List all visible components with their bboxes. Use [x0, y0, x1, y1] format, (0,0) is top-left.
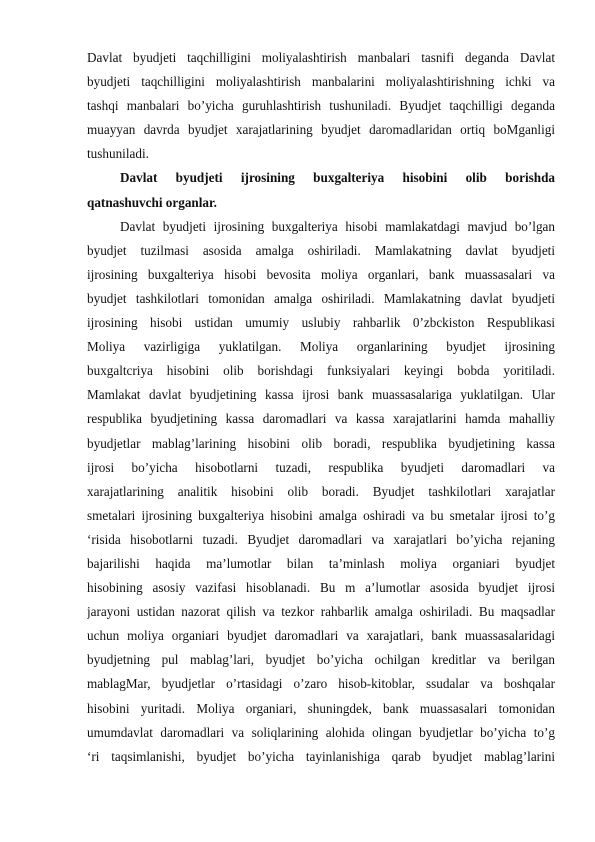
- paragraph-budget-deficit-sources: [87, 46, 555, 166]
- text-line: Mamlakat davlat byudjetining kassa ijrosi bank muassasalariga yuklatilgan. Ular: [87, 387, 555, 403]
- text-line: umumdavlat daromadlari va soliqlarining alohida olingan byudjetlar bo’yicha to’g: [87, 724, 555, 740]
- section-heading: [87, 166, 555, 214]
- text-line: ijrosining buxgalteriya hisobi bevosita moliya organlari, bank muassasalari va: [87, 266, 555, 282]
- text-line: mablagMar, byudjetlar o’rtasidagi o’zaro hisob-kitoblar, ssudalar va boshqalar: [87, 676, 555, 692]
- text-line: byudjeti taqchilligini moliyalashtirish manbalarini moliyalashtirishning ichki va: [87, 74, 555, 90]
- text-line: hisobini yuritadi. Moliya organiari, shuningdek, bank muassasalari tomonidan: [87, 700, 555, 716]
- text-line: jarayoni ustidan nazorat qilish va tezkor rahbarlik amalga oshiriladi. Bu maqsadlar: [87, 604, 555, 620]
- text-line: byudjet tuzilmasi asosida amalga oshiriladi. Mamlakatning davlat byudjeti: [87, 242, 555, 258]
- document-page: [87, 46, 555, 769]
- text-line: byudjetlar mablag’larining hisobini olib boradi, respublika byudjetining kassa: [87, 435, 555, 451]
- text-line: ‘ri taqsimlanishi, byudjet bo’yicha tayinlanishiga qarab byudjet mablag’larini: [87, 748, 555, 764]
- text-line: smetalari ijrosining buxgalteriya hisobini amalga oshiradi va bu smetalar ijrosi to’g: [87, 507, 555, 523]
- text-line: tushuniladi.: [87, 146, 149, 162]
- text-line: tashqi manbalari bo’yicha guruhlashtirish tushuniladi. Byudjet taqchilligi deganda: [87, 98, 555, 114]
- paragraph-budget-accounting: [87, 215, 555, 769]
- text-line: ijrosi bo’yicha hisobotlarni tuzadi, respublika byudjeti daromadlari va: [87, 459, 555, 475]
- text-line: muayyan davrda byudjet xarajatlarining byudjet daromadlaridan ortiq boMganligi: [87, 122, 555, 138]
- text-line: hisobining asosiy vazifasi hisoblanadi. Bu m a’lumotlar asosida byudjet ijrosi: [87, 580, 555, 596]
- text-line: byudjetning pul mablag’lari, byudjet bo’yicha ochilgan kreditlar va berilgan: [87, 652, 555, 668]
- text-line: ijrosining hisobi ustidan umumiy uslubiy rahbarlik 0’zbckiston Respublikasi: [87, 315, 555, 331]
- text-line: uchun moliya organiari byudjet daromadlari va xarajatlari, bank muassasalaridagi: [87, 628, 555, 644]
- heading-line: qatnashuvchi organlar.: [87, 194, 217, 210]
- text-line: xarajatlarining analitik hisobini olib boradi. Byudjet tashkilotlari xarajatlar: [87, 483, 555, 499]
- text-line: bajarilishi haqida ma’lumotlar bilan ta’minlash moliya organiari byudjet: [87, 555, 555, 571]
- text-line: byudjet tashkilotlari tomonidan amalga oshiriladi. Mamlakatning davlat byudjeti: [87, 290, 555, 306]
- text-line: ‘risida hisobotlarni tuzadi. Byudjet daromadlari va xarajatlari bo’yicha rejaning: [87, 531, 555, 547]
- heading-line: Davlat byudjeti ijrosining buxgalteriya hisobini olib borishda: [120, 170, 555, 186]
- text-line: respublika byudjetining kassa daromadlari va kassa xarajatlarini hamda mahalliy: [87, 411, 555, 427]
- text-line: buxgaltcriya hisobini olib borishdagi funksiyalari keyingi bobda yoritiladi.: [87, 363, 555, 379]
- text-line: Moliya vazirligiga yuklatilgan. Moliya organlarining byudjet ijrosining: [87, 339, 555, 355]
- text-line: Davlat byudjeti taqchilligini moliyalashtirish manbalari tasnifi deganda Davlat: [87, 50, 555, 65]
- text-line: Davlat byudjeti ijrosining buxgalteriya hisobi mamlakatdagi mavjud bo’lgan: [120, 218, 555, 234]
